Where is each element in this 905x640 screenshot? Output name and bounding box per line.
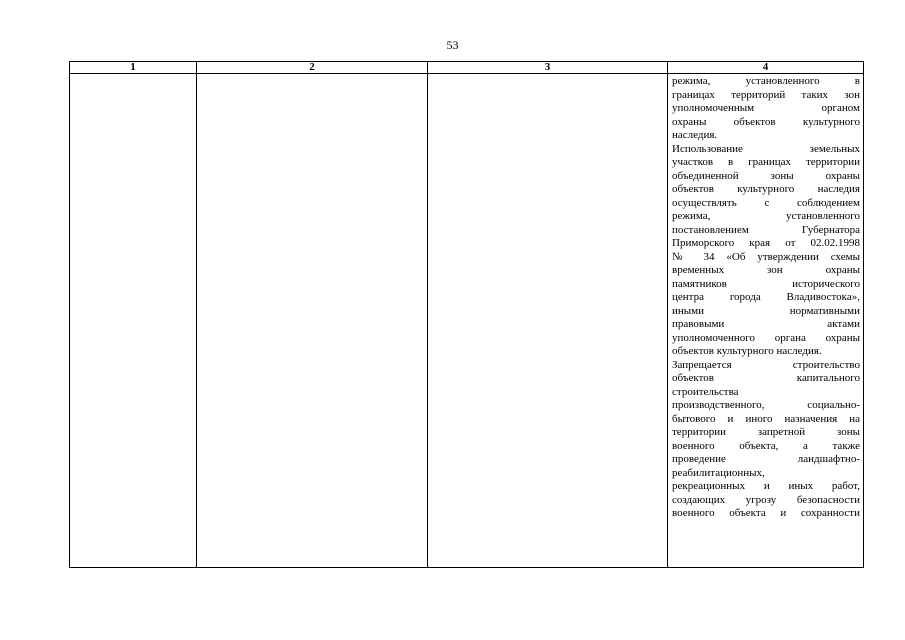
text-line: бытового и иного назначения на — [672, 412, 860, 425]
text-line: памятников исторического — [672, 277, 860, 290]
text-line: территории запретной зоны — [672, 426, 860, 438]
text-line: производственного, социально- — [672, 399, 860, 411]
text-line: объектов культурного наследия. — [672, 345, 822, 357]
text-line: осуществлять с соблюдением — [672, 196, 860, 209]
text-line: границах территорий таких зон — [672, 88, 860, 101]
text-line: правовыми актами — [672, 318, 860, 330]
text-line: наследия. — [672, 129, 718, 141]
text-line: реабилитационных, — [672, 466, 765, 479]
table-cell-column-1 — [70, 74, 197, 568]
table-row — [70, 74, 864, 568]
column-header-1: 1 — [70, 62, 197, 74]
text-line: Использование земельных — [672, 142, 860, 155]
text-line: уполномоченным органом — [672, 102, 860, 114]
table-cell-column-4 — [668, 74, 864, 568]
column-header-4: 4 — [668, 62, 864, 74]
text-line: объектов культурного наследия — [672, 183, 860, 195]
text-line: Запрещается строительство — [672, 358, 860, 371]
table-header-row — [70, 62, 864, 74]
text-line: охраны объектов культурного — [672, 115, 860, 128]
text-line: режима, установленного — [672, 210, 860, 222]
text-line: военного объекта, а также — [672, 439, 860, 452]
text-line: объектов капитального — [672, 372, 860, 384]
text-line: постановлением Губернатора — [672, 223, 860, 236]
text-line: № 34 «Об утверждении схемы — [672, 250, 860, 263]
column-4-text — [672, 75, 860, 521]
column-header-2: 2 — [197, 62, 428, 74]
text-line: военного объекта и сохранности — [672, 507, 860, 519]
text-line: проведение ландшафтно- — [672, 453, 860, 465]
text-line: уполномоченного органа охраны — [672, 331, 860, 344]
text-line: объединенной зоны охраны — [672, 169, 860, 182]
text-line: строительства — [672, 385, 739, 398]
text-line: рекреационных и иных работ, — [672, 480, 860, 492]
table-cell-column-3 — [428, 74, 668, 568]
text-line: Приморского края от 02.02.1998 — [672, 237, 860, 249]
text-line: режима, установленного в — [672, 75, 860, 87]
table-cell-column-2 — [197, 74, 428, 568]
page-number: 53 — [446, 38, 459, 52]
text-line: центра города Владивостока», — [672, 291, 860, 303]
column-header-3: 3 — [428, 62, 668, 74]
text-line: участков в границах территории — [672, 156, 860, 168]
text-line: временных зон охраны — [672, 264, 860, 276]
text-line: создающих угрозу безопасности — [672, 493, 860, 506]
document-table — [69, 61, 864, 568]
text-line: иными нормативными — [672, 304, 860, 317]
